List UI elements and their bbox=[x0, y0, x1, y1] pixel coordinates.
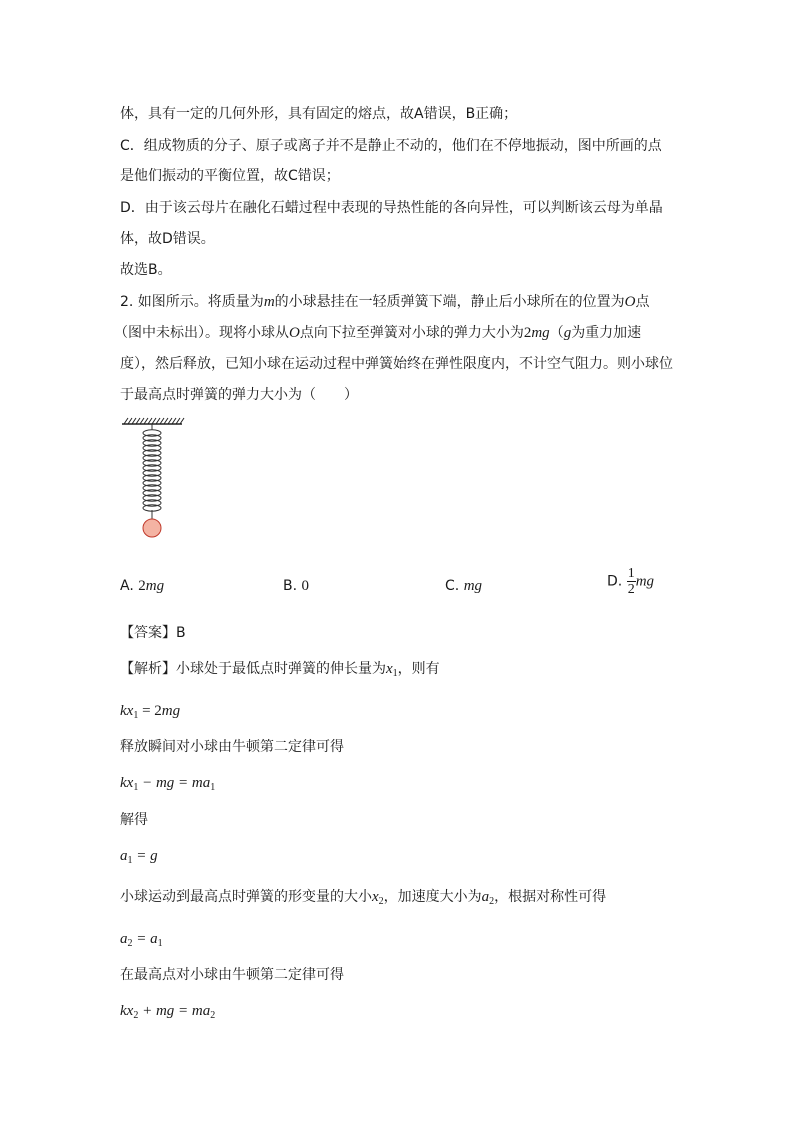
highest-point-line: 在最高点对小球由牛顿第二定律可得 bbox=[120, 967, 344, 983]
analysis-var bbox=[386, 661, 398, 677]
top-text: ，加速度大小为 bbox=[383, 889, 482, 905]
eq-sub: 1 bbox=[133, 710, 139, 721]
option-d bbox=[607, 566, 654, 597]
option-a bbox=[120, 576, 164, 596]
hatch-mark bbox=[164, 418, 168, 424]
var-sub: 2 bbox=[378, 896, 384, 907]
analysis-line bbox=[120, 659, 440, 684]
text-line-2: C．组成物质的分子、原子或离子并不是静止不动的，他们在不停地振动，图中所画的点 bbox=[120, 138, 662, 154]
conclusion-line: 故选B。 bbox=[120, 262, 172, 278]
hatch-mark bbox=[176, 418, 180, 424]
eq-sub: 1 bbox=[127, 855, 133, 866]
hatch-mark bbox=[148, 418, 152, 424]
spring-diagram bbox=[118, 416, 188, 546]
eq-sub: 1 bbox=[157, 938, 163, 949]
var-x: x bbox=[372, 889, 379, 905]
option-b-value: 0 bbox=[301, 578, 310, 594]
var-sub: 2 bbox=[489, 896, 495, 907]
hatch-mark bbox=[140, 418, 144, 424]
top-text: ，根据对称性可得 bbox=[494, 889, 607, 905]
top-var-x2 bbox=[372, 889, 384, 905]
eq-term: mg bbox=[161, 703, 181, 719]
option-d-fraction bbox=[627, 566, 636, 597]
eq-sub: 1 bbox=[133, 782, 139, 793]
hatch-mark bbox=[156, 418, 160, 424]
option-c-value: mg bbox=[463, 578, 483, 594]
top-var-a2 bbox=[482, 889, 495, 905]
hatch-mark bbox=[132, 418, 136, 424]
ceiling-hatch bbox=[122, 418, 184, 424]
hatch-mark bbox=[172, 418, 176, 424]
hatch-mark bbox=[128, 418, 132, 424]
eq-term: kx bbox=[120, 775, 134, 791]
q-text: 2. 如图所示。将质量为 bbox=[120, 294, 264, 310]
eq-sub: 1 bbox=[210, 782, 216, 793]
option-d-value: mg bbox=[635, 573, 655, 590]
text-line-1: 体，具有一定的几何外形，具有固定的熔点，故A错误，B正确； bbox=[120, 106, 518, 122]
equation-2 bbox=[120, 773, 215, 798]
question-line-3: 度），然后释放，已知小球在运动过程中弹簧始终在弹性限度内，不计空气阻力。则小球位 bbox=[120, 356, 673, 372]
option-c-label: C. bbox=[445, 578, 464, 594]
hatch-mark bbox=[136, 418, 140, 424]
eq-term: = 2 bbox=[138, 703, 162, 719]
question-line-4: 于最高点时弹簧的弹力大小为（ ） bbox=[120, 387, 358, 403]
q-var-O: O bbox=[289, 325, 300, 341]
option-b bbox=[283, 576, 309, 596]
eq-term: a bbox=[120, 931, 128, 947]
option-c bbox=[445, 576, 482, 596]
q-text: 点向下拉至弹簧对小球的弹力大小为 bbox=[299, 325, 524, 341]
answer-line: 【答案】B bbox=[120, 625, 186, 641]
text-line-5: 体，故D错误。 bbox=[120, 231, 215, 247]
text-line-3: 是他们振动的平衡位置，故C错误； bbox=[120, 168, 340, 184]
q-var-m: m bbox=[263, 294, 275, 310]
q-text: 点 bbox=[635, 294, 650, 310]
q-text: （ bbox=[549, 325, 564, 341]
option-d-label: D. bbox=[607, 573, 627, 590]
q-var-O: O bbox=[624, 294, 636, 310]
equation-3 bbox=[120, 846, 158, 871]
fraction-denominator: 2 bbox=[627, 582, 635, 597]
eq-term: + mg = ma bbox=[138, 1003, 211, 1019]
question-line-1 bbox=[120, 292, 650, 312]
eq-term: = a bbox=[132, 931, 158, 947]
hatch-mark bbox=[144, 418, 148, 424]
release-line: 释放瞬间对小球由牛顿第二定律可得 bbox=[120, 739, 344, 755]
var-x: x bbox=[386, 661, 393, 677]
option-b-label: B. bbox=[283, 578, 302, 594]
q-text: 为重力加速 bbox=[571, 325, 642, 341]
solve-line: 解得 bbox=[120, 812, 148, 828]
hatch-mark bbox=[180, 418, 184, 424]
analysis-text: 【解析】小球处于最低点时弹簧的伸长量为 bbox=[120, 661, 386, 677]
option-a-num: 2 bbox=[138, 578, 146, 594]
equation-4 bbox=[120, 929, 163, 954]
equation-5 bbox=[120, 1001, 215, 1026]
analysis-text: ，则有 bbox=[397, 661, 440, 677]
top-point-line bbox=[120, 887, 606, 912]
hatch-mark bbox=[168, 418, 172, 424]
q-var-mg: mg bbox=[531, 325, 550, 341]
q-text: （图中未标出）。现将小球从 bbox=[114, 325, 289, 341]
eq-term: − mg = ma bbox=[138, 775, 211, 791]
eq-sub: 2 bbox=[127, 938, 133, 949]
top-text: 小球运动到最高点时弹簧的形变量的大小 bbox=[120, 889, 372, 905]
q-text: 的小球悬挂在一轻质弹簧下端，静止后小球所在的位置为 bbox=[274, 294, 625, 310]
spring-coil bbox=[143, 424, 161, 519]
var-sub: 1 bbox=[392, 668, 398, 679]
hatch-mark bbox=[160, 418, 164, 424]
eq-term: kx bbox=[120, 1003, 134, 1019]
hatch-mark bbox=[124, 418, 128, 424]
eq-term: = g bbox=[132, 848, 158, 864]
option-a-label: A. bbox=[120, 578, 139, 594]
ball bbox=[143, 519, 161, 537]
eq-term: a bbox=[120, 848, 128, 864]
hatch-mark bbox=[152, 418, 156, 424]
question-line-2 bbox=[114, 323, 641, 343]
fraction-numerator: 1 bbox=[627, 566, 635, 581]
text-line-4: D．由于该云母片在融化石蜡过程中表现的导热性能的各向异性，可以判断该云母为单晶 bbox=[120, 200, 663, 216]
eq-sub: 2 bbox=[210, 1010, 216, 1021]
option-a-value: mg bbox=[145, 578, 165, 594]
q-num: 2 bbox=[523, 325, 532, 341]
eq-term: kx bbox=[120, 703, 134, 719]
q-var-g: g bbox=[563, 325, 572, 341]
equation-1 bbox=[120, 701, 180, 726]
eq-sub: 2 bbox=[133, 1010, 139, 1021]
var-a: a bbox=[481, 889, 490, 905]
